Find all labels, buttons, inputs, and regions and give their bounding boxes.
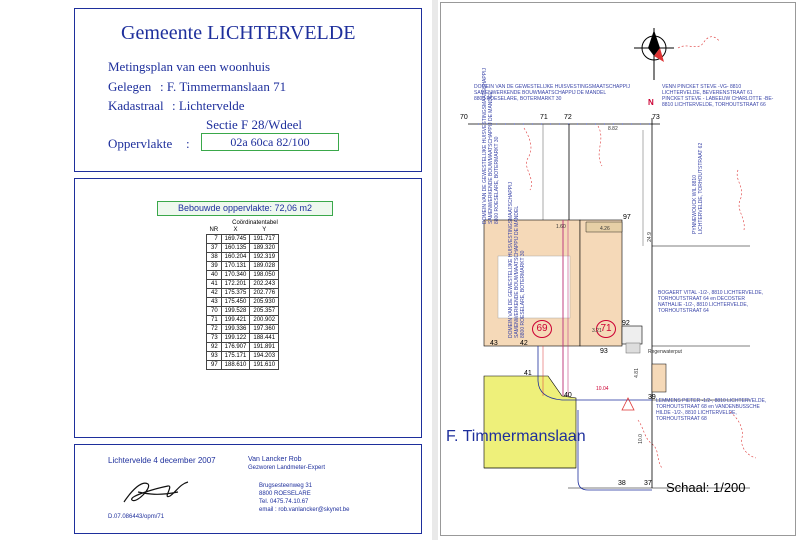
cell-y: 202.243 bbox=[250, 280, 279, 289]
point-70: 70 bbox=[460, 114, 468, 121]
cell-nr: 43 bbox=[207, 298, 222, 307]
owner-vertical-mid: DOMEIN VAN DE GEWESTELIJKE HUISVESTINGSMAATSCHAPPIJ SAMENWERKENDE BOUWMAATSCHAPPIJ DE MANDEL 8800 ROESELARE, BOTERMARKT 30 bbox=[482, 68, 500, 224]
point-43: 43 bbox=[490, 340, 498, 347]
coordinate-table bbox=[206, 226, 279, 370]
contour-line bbox=[598, 126, 602, 166]
cell-nr: 70 bbox=[207, 307, 222, 316]
dimension-d7: 4.26 bbox=[600, 226, 610, 232]
table-row bbox=[207, 235, 279, 244]
cell-nr: 97 bbox=[207, 361, 222, 370]
contour-line bbox=[524, 128, 532, 190]
owner-top-left: DOMEIN VAN DE GEWESTELIJKE HUISVESTINGSMAATSCHAPPIJ SAMENWERKENDE BOUWMAATSCHAPPIJ DE MANDEL 8800 ROESELARE, BOTERMARKT 30 bbox=[474, 84, 630, 102]
point-71: 71 bbox=[540, 114, 548, 121]
table-row bbox=[207, 325, 279, 334]
municipality-title: Gemeente LICHTERVELDE bbox=[121, 22, 356, 44]
table-header bbox=[207, 226, 279, 235]
dimension-d8: 3.21 bbox=[592, 328, 602, 334]
location-label: Gelegen bbox=[108, 79, 152, 94]
table-row bbox=[207, 361, 279, 370]
dimension-d4: 10.04 bbox=[596, 386, 609, 392]
dimension-d2: 24.9 bbox=[646, 232, 653, 242]
built-area-box: Bebouwde oppervlakte: 72,06 m2 bbox=[157, 201, 333, 216]
surveyor-email: email : rob.vanlancker@skynet.be bbox=[259, 507, 350, 513]
point-39: 39 bbox=[648, 394, 656, 401]
table-row bbox=[207, 343, 279, 352]
curb-line bbox=[578, 410, 652, 490]
cell-y: 191.717 bbox=[250, 235, 279, 244]
cell-nr: 38 bbox=[207, 253, 222, 262]
cell-x: 188.610 bbox=[221, 361, 250, 370]
col-x: X bbox=[233, 227, 238, 233]
point-37: 37 bbox=[644, 480, 652, 487]
cell-nr: 7 bbox=[207, 235, 222, 244]
owner-right-mid: BOGAERT VITAL -1/2-, 8810 LICHTERVELDE, TORHOUTSTRAAT 64 en DECOSTER NATHALIE -1/2-, 8810 LICHTERVELDE, TORHOUTSTRAAT 64 bbox=[658, 290, 764, 314]
neighbour-building bbox=[652, 364, 666, 392]
cell-y: 189.028 bbox=[250, 262, 279, 271]
cell-y: 205.930 bbox=[250, 298, 279, 307]
cell-nr: 72 bbox=[207, 325, 222, 334]
cell-nr: 71 bbox=[207, 316, 222, 325]
dimension-d5: 10.0 bbox=[637, 434, 644, 444]
cell-y: 191.891 bbox=[250, 343, 279, 352]
owner-vertical-left: DOMEIN VAN DE GEWESTELIJKE HUISVESTINGSMAATSCHAPPIJ SAMENWERKENDE BOUWMAATSCHAPPIJ DE MANDEL 8800 ROESELARE, BOTERMARKT 30 bbox=[508, 182, 526, 338]
table-row bbox=[207, 253, 279, 262]
cell-nr: 40 bbox=[207, 271, 222, 280]
cell-y: 198.050 bbox=[250, 271, 279, 280]
street-name: F. Timmermanslaan bbox=[446, 428, 586, 445]
point-92: 92 bbox=[622, 320, 630, 327]
table-row bbox=[207, 316, 279, 325]
col-y: Y bbox=[262, 227, 267, 233]
coordinate-table-caption: Coördinatentabel bbox=[232, 220, 278, 226]
dimension-d6: 1.60 bbox=[556, 224, 566, 230]
table-row bbox=[207, 334, 279, 343]
cell-nr: 42 bbox=[207, 289, 222, 298]
plan-description: Metingsplan van een woonhuis bbox=[108, 59, 271, 74]
section-value: Sectie F 28/Wdeel bbox=[206, 117, 303, 132]
map-scale: Schaal: 1/200 bbox=[666, 480, 746, 495]
north-arrow bbox=[634, 28, 674, 80]
surveyor-title: Gezworen Landmeter-Expert bbox=[248, 465, 326, 471]
cell-y: 189.320 bbox=[250, 244, 279, 253]
parcel-71-label: 71 bbox=[596, 320, 616, 338]
signature bbox=[118, 470, 198, 510]
area-value: 02a 60ca 82/100 bbox=[201, 133, 339, 151]
rainwater-label: Regenwaterput bbox=[648, 349, 682, 355]
area-label: Oppervlakte bbox=[108, 136, 173, 151]
point-97: 97 bbox=[623, 214, 631, 221]
table-row bbox=[207, 352, 279, 361]
north-label: N bbox=[648, 98, 654, 107]
table-row bbox=[207, 280, 279, 289]
table-row bbox=[207, 307, 279, 316]
cell-nr: 41 bbox=[207, 280, 222, 289]
cell-x: 160.135 bbox=[221, 244, 250, 253]
cadastre-value: : Lichtervelde bbox=[172, 98, 245, 113]
cell-y: 188.441 bbox=[250, 334, 279, 343]
point-41: 41 bbox=[524, 370, 532, 377]
point-40: 40 bbox=[564, 392, 572, 399]
coordinate-table-wrap bbox=[206, 220, 304, 370]
owner-top-right: VENN PINCKET STEVE -VG- 8810 LICHTERVELDE, BEVERENSTRAAT 61 PINCKET STEVE - LABEEUW CHARLOTTE -BE- 8810 LICHTERVELDE, TORHOUTSTRAAT 66 bbox=[662, 84, 774, 108]
table-row bbox=[207, 244, 279, 253]
surveyor-tel: Tel. 0475.74.10.67 bbox=[259, 499, 309, 505]
cadastre-label: Kadastraal bbox=[108, 98, 164, 113]
table-row bbox=[207, 271, 279, 280]
cell-y: 191.610 bbox=[250, 361, 279, 370]
contour-line bbox=[638, 420, 662, 468]
cell-y: 200.902 bbox=[250, 316, 279, 325]
plan-date: Lichtervelde 4 december 2007 bbox=[108, 456, 216, 465]
point-72: 72 bbox=[564, 114, 572, 121]
dimension-d1: 8.82 bbox=[608, 126, 618, 132]
surveyor-name: Van Lancker Rob bbox=[248, 456, 302, 463]
surveyor-address1: Brugsesteenweg 31 bbox=[259, 483, 313, 489]
cell-x: 199.336 bbox=[221, 325, 250, 334]
cell-y: 202.776 bbox=[250, 289, 279, 298]
cell-x: 199.122 bbox=[221, 334, 250, 343]
cell-x: 175.375 bbox=[221, 289, 250, 298]
cell-y: 192.319 bbox=[250, 253, 279, 262]
point-73: 73 bbox=[652, 114, 660, 121]
cell-nr: 37 bbox=[207, 244, 222, 253]
cell-x: 172.201 bbox=[221, 280, 250, 289]
cell-x: 176.907 bbox=[221, 343, 250, 352]
table-row bbox=[207, 298, 279, 307]
table-row bbox=[207, 289, 279, 298]
parcel-69-label: 69 bbox=[532, 320, 552, 338]
cell-y: 205.357 bbox=[250, 307, 279, 316]
cell-x: 199.528 bbox=[221, 307, 250, 316]
map-sheet bbox=[438, 0, 800, 540]
cell-y: 197.360 bbox=[250, 325, 279, 334]
contour-line bbox=[737, 170, 744, 230]
owner-right-bottom: LEMMENS PIETER -1/2-, 8810 LICHTERVELDE, TORHOUTSTRAAT 68 en VANDENBUSSCHE HILDE -1/2-, 8810 LICHTERVELDE, TORHOUTSTRAAT 68 bbox=[656, 398, 767, 422]
surveyor-address2: 8800 ROESELARE bbox=[259, 491, 311, 497]
cell-x: 175.171 bbox=[221, 352, 250, 361]
point-38: 38 bbox=[618, 480, 626, 487]
table-row bbox=[207, 262, 279, 271]
rainwater-well bbox=[626, 343, 640, 353]
annex bbox=[622, 326, 642, 344]
cell-nr: 93 bbox=[207, 352, 222, 361]
location-value: : F. Timmermanslaan 71 bbox=[160, 79, 287, 94]
point-42: 42 bbox=[520, 340, 528, 347]
cell-x: 169.745 bbox=[221, 235, 250, 244]
cell-nr: 39 bbox=[207, 262, 222, 271]
area-colon: : bbox=[186, 136, 190, 151]
plan-reference: D.07.086443/opm/71 bbox=[108, 514, 165, 520]
owner-vertical-right: PYNNEWOUCK WIL 8810 LICHTERVELDE, TORHOUTSTRAAT 62 bbox=[692, 142, 704, 234]
cell-x: 170.340 bbox=[221, 271, 250, 280]
cell-nr: 92 bbox=[207, 343, 222, 352]
dimension-d3: 4.81 bbox=[633, 368, 640, 378]
contour-line bbox=[678, 37, 720, 48]
garden-area bbox=[484, 376, 576, 468]
cell-x: 199.421 bbox=[221, 316, 250, 325]
point-93: 93 bbox=[600, 348, 608, 355]
cell-x: 170.131 bbox=[221, 262, 250, 271]
cell-x: 175.450 bbox=[221, 298, 250, 307]
col-nr: NR bbox=[209, 227, 219, 233]
cell-nr: 73 bbox=[207, 334, 222, 343]
cell-y: 194.203 bbox=[250, 352, 279, 361]
cell-x: 160.204 bbox=[221, 253, 250, 262]
